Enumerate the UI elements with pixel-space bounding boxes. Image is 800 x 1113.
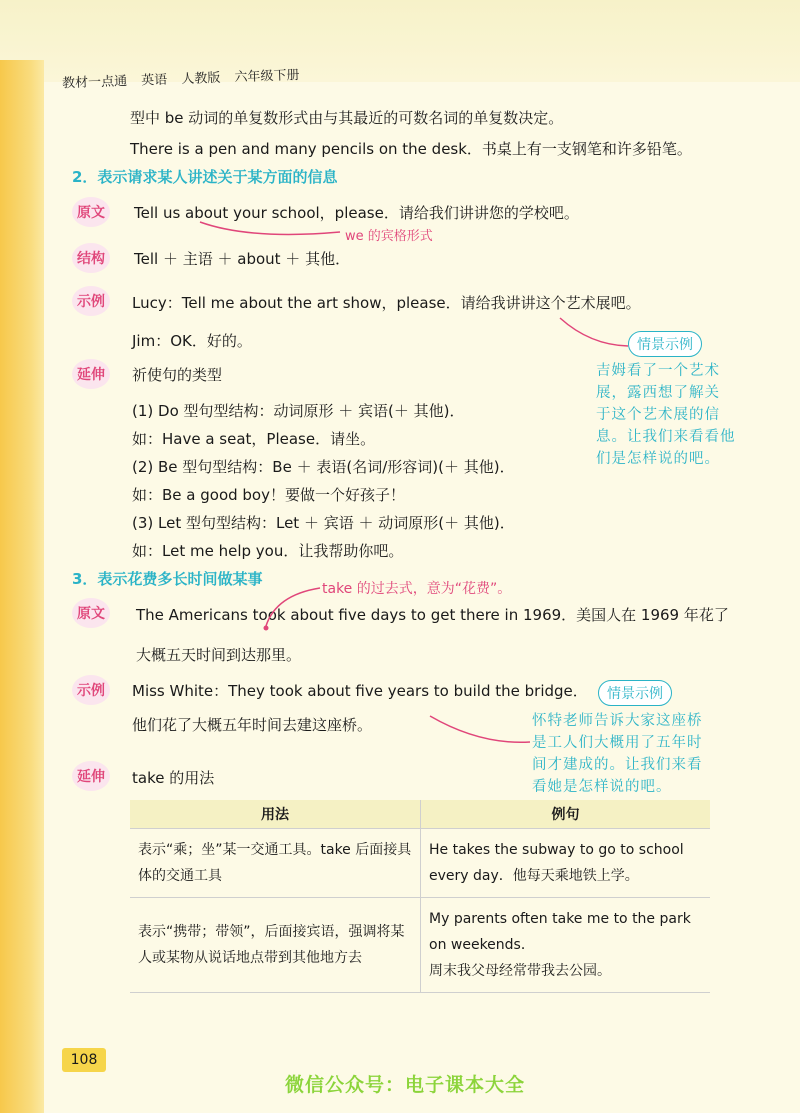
- s2-line: (1) Do 型句型结构：动词原形 ＋ 宾语(＋ 其他)．: [132, 402, 465, 420]
- s2-line: 如：Be a good boy！要做一个好孩子！: [132, 486, 405, 504]
- note-line: 息。让我们来看看他: [596, 429, 736, 445]
- example-cn: 周末我父母经常带我去公园。: [429, 963, 611, 979]
- s3-yuanwen-2: 大概五天时间到达那里。: [136, 646, 302, 664]
- s2-line: (2) Be 型句型结构：Be ＋ 表语(名词/形容词)(＋ 其他)．: [132, 458, 515, 476]
- example-en: My parents often take me to the park on weekends．: [429, 911, 691, 953]
- tag-shili: 示例: [72, 675, 110, 705]
- table-header-example: 例句: [421, 800, 711, 829]
- tag-yanshen: 延伸: [72, 761, 110, 791]
- note-line: 于这个艺术展的信: [596, 407, 720, 423]
- s3-annotation: take 的过去式，意为“花费”。: [322, 581, 512, 597]
- s3-yuanwen-1: The Americans took about five days to get there in 1969．美国人在 1969 年花了: [136, 606, 729, 624]
- s2-line: (3) Let 型句型结构：Let ＋ 宾语 ＋ 动词原形(＋ 其他)．: [132, 514, 515, 532]
- s2-line: 如：Let me help you．让我帮助你吧。: [132, 542, 404, 560]
- arrow-shili3-to-note: [430, 716, 530, 742]
- note-line: 看她是怎样说的吧。: [532, 779, 672, 795]
- note-line: 是工人们大概用了五年时: [532, 735, 703, 751]
- s2-yanshen-title: 祈使句的类型: [132, 366, 223, 384]
- header-book: 教材一点通: [61, 74, 128, 92]
- s2-jiegou: Tell ＋ 主语 ＋ about ＋ 其他．: [134, 250, 351, 268]
- note-line: 怀特老师告诉大家这座桥: [532, 713, 703, 729]
- intro-line-2: There is a pen and many pencils on the desk．书桌上有一支钢笔和许多铅笔。: [130, 140, 692, 158]
- note-line: 吉姆看了一个艺术: [596, 363, 720, 379]
- page-number: 108: [62, 1048, 106, 1072]
- intro-line-1: 型中 be 动词的单复数形式由与其最近的可数名词的单复数决定。: [130, 109, 564, 127]
- header-edition: 人教版: [181, 70, 221, 88]
- note-line: 展，露西想了解关: [596, 385, 720, 401]
- header-subject: 英语: [140, 72, 168, 89]
- s2-annotation: we 的宾格形式: [345, 229, 433, 244]
- tag-yuanwen: 原文: [72, 598, 110, 628]
- s3-shili-2: 他们花了大概五年时间去建这座桥。: [132, 716, 373, 734]
- footer-watermark: 微信公众号：电子课本大全: [285, 1074, 526, 1096]
- arrow-shili-to-note: [560, 318, 628, 346]
- table-cell-example: He takes the subway to go to school every day．他每天乘地铁上学。: [421, 829, 711, 898]
- header-grade: 六年级下册: [234, 68, 300, 86]
- tag-yuanwen: 原文: [72, 197, 110, 227]
- section-3-title: 3．表示花费多长时间做某事: [72, 570, 263, 588]
- section-2-title: 2．表示请求某人讲述关于某方面的信息: [72, 168, 338, 186]
- table-cell-usage: 表示“携带；带领”，后面接宾语，强调将某人或某物从说话地点带到其他地方去: [130, 898, 421, 993]
- arrow-us-to-note: [200, 222, 340, 234]
- s2-shili-1: Lucy：Tell me about the art show，please．请给我讲讲这个艺术展吧。: [132, 294, 641, 312]
- arrow-took-to-note: [266, 588, 320, 626]
- note-line: 间才建成的。让我们来看: [532, 757, 703, 773]
- s3-note-title: 情景示例: [598, 680, 672, 706]
- s2-line: 如：Have a seat，Please．请坐。: [132, 430, 376, 448]
- s3-shili-1: Miss White：They took about five years to build the bridge．: [132, 682, 588, 700]
- took-dot: [264, 626, 269, 631]
- table-header-usage: 用法: [130, 800, 421, 829]
- s2-shili-2: Jim：OK．好的。: [132, 332, 252, 350]
- table-cell-usage: 表示“乘；坐”某一交通工具。take 后面接具体的交通工具: [130, 829, 421, 898]
- s2-yuanwen: Tell us about your school，please．请给我们讲讲您的学校吧。: [134, 204, 579, 222]
- s2-note-title: 情景示例: [628, 331, 702, 357]
- tag-shili: 示例: [72, 286, 110, 316]
- s3-yanshen-title: take 的用法: [132, 769, 215, 787]
- tag-jiegou: 结构: [72, 243, 110, 273]
- tag-yanshen: 延伸: [72, 359, 110, 389]
- note-line: 们是怎样说的吧。: [596, 451, 720, 467]
